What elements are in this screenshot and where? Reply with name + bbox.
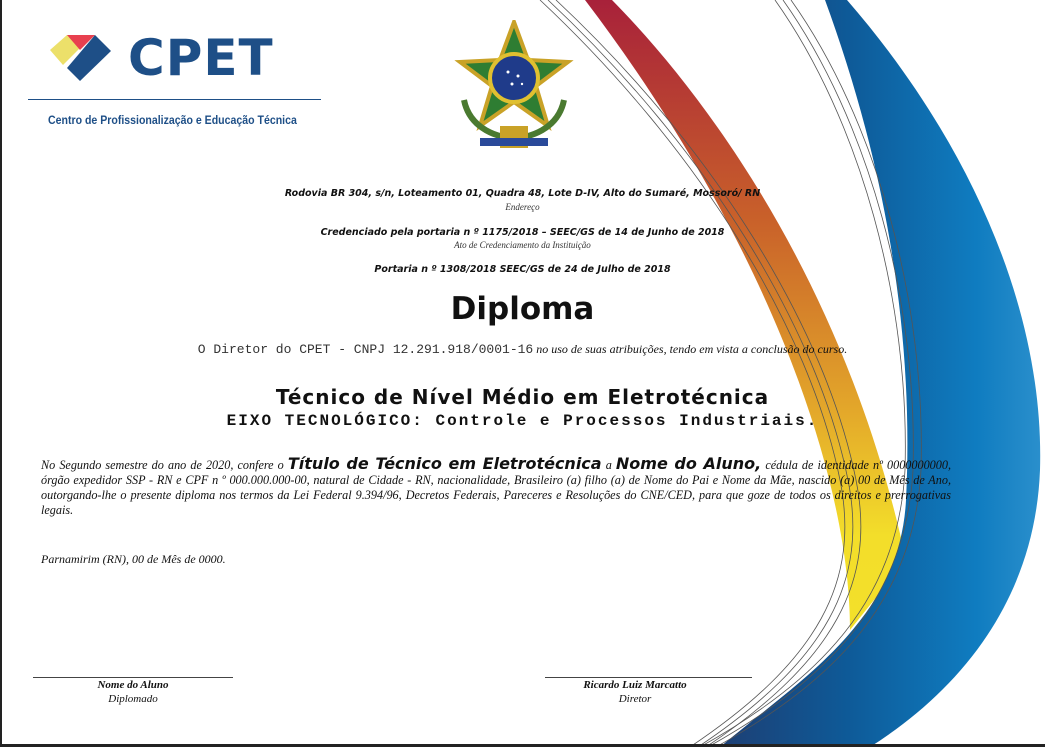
intro-text: [0, 342, 1045, 357]
body-part3: cédula de identidade nº 0000000000, órgão expedidor SSP - RN e CPF n º 000.000.000-00, natural de Cidade - RN, nacionalidade, Brasileiro (a) filho (a) de Nome do Pai e Nome da Mãe, nascido (a) 00 de Mês de Ano, outorgando-lhe o presente diploma nos termos da Lei Federal 9.394/96, Decretos Federais, Pareceres e Resoluções do CNE/CED, para que goze de todos os direitos e prerrogativas legais.: [41, 458, 952, 517]
blue-band: [720, 0, 1040, 747]
signature-name-student: Nome do Aluno: [97, 679, 169, 691]
brazil-coat-of-arms-icon: [450, 20, 578, 155]
technology-axis: EIXO TECNOLÓGICO: Controle e Processos Industriais.: [226, 412, 819, 430]
signature-name-director: Ricardo Luiz Marcatto: [583, 679, 687, 691]
signature-line-director: [545, 677, 752, 678]
signature-role-student: Diplomado: [108, 693, 158, 705]
student-name: Nome do Aluno,: [615, 454, 762, 473]
body-part1: No Segundo semestre do ano de 2020, confere o: [41, 458, 288, 472]
logo-wordmark: CPET: [128, 29, 274, 87]
intro-lead: O Diretor do CPET - CNPJ 12.291.918/0001-16: [197, 342, 534, 357]
address-caption: Endereço: [505, 202, 540, 212]
logo-subtitle: Centro de Profissionalização e Educação Técnica: [48, 113, 297, 127]
place-date: Parnamirim (RN), 00 de Mês de 0000.: [41, 552, 226, 566]
cpet-logo-icon: [50, 33, 116, 83]
accreditation: Credenciado pela portaria n º 1175/2018 – SEEC/GS de 14 de Junho de 2018: [320, 227, 725, 238]
course-name: Técnico de Nível Médio em Eletrotécnica: [275, 385, 770, 409]
accreditation-caption: Ato de Credenciamento da Instituição: [454, 240, 591, 250]
intro-rest: no uso de suas atribuições, tendo em vista a conclusão do curso.: [533, 342, 848, 356]
page-title: Diploma: [450, 291, 595, 327]
ordinance: Portaria n º 1308/2018 SEEC/GS de 24 de Julho de 2018: [374, 264, 671, 275]
page-border-left: [0, 0, 2, 747]
body-part2: a: [601, 458, 616, 472]
diploma-body: [41, 456, 951, 518]
signature-role-director: Diretor: [618, 693, 652, 705]
address: Rodovia BR 304, s/n, Loteamento 01, Quadra 48, Lote D-IV, Alto do Sumaré, Mossoró/ RN: [284, 188, 761, 199]
degree-title: Título de Técnico em Eletrotécnica: [287, 454, 602, 473]
signature-line-student: [33, 677, 233, 678]
logo-divider: [28, 99, 321, 100]
